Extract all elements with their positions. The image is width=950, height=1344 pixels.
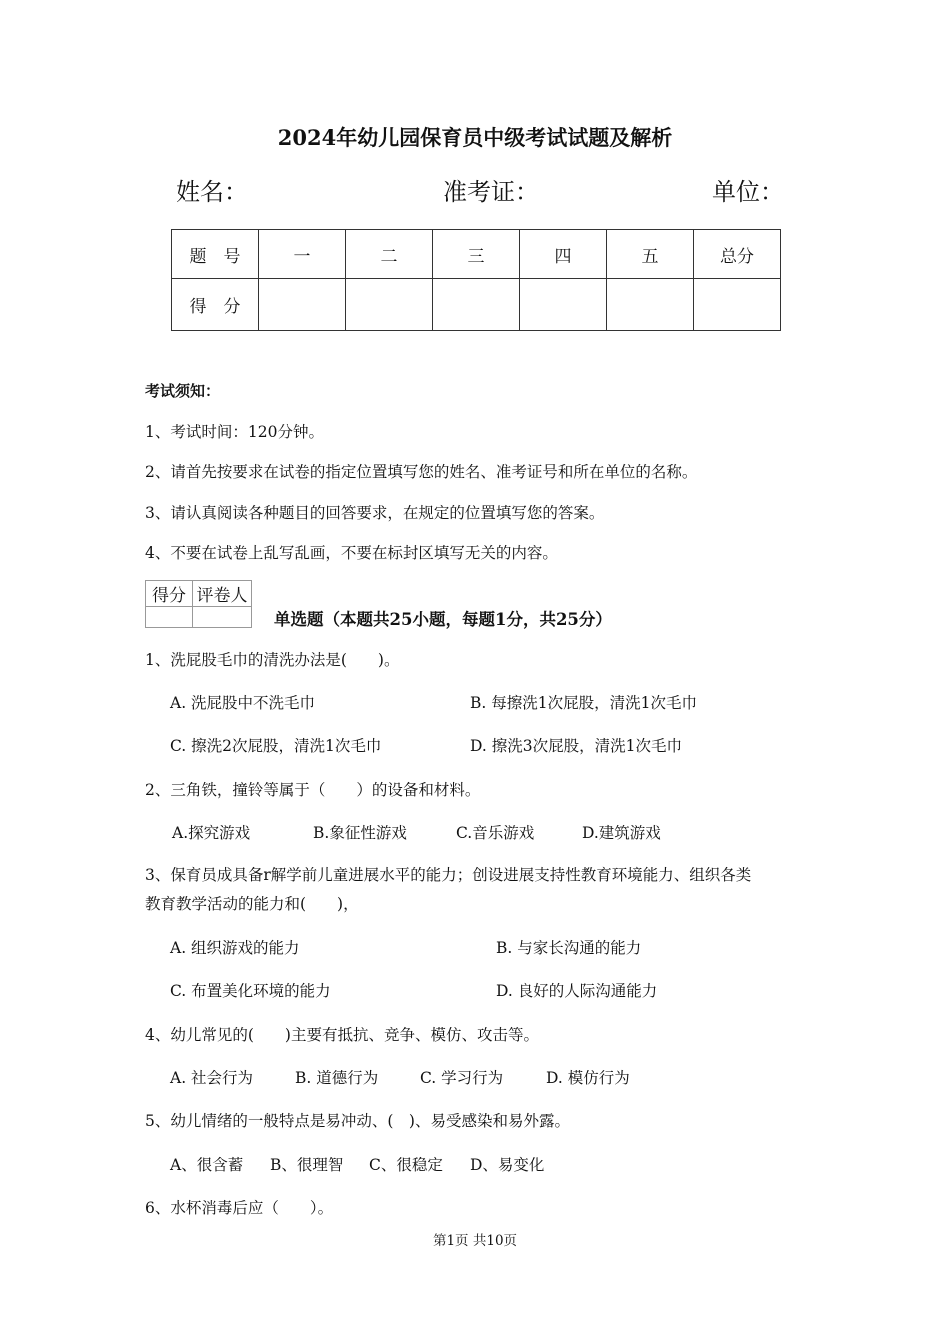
option-b[interactable]: B. 每擦洗1次屁股，清洗1次毛巾: [470, 694, 697, 712]
score-cell[interactable]: [346, 279, 433, 331]
option-a[interactable]: A、很含蓄: [170, 1156, 244, 1174]
option-a[interactable]: A. 社会行为: [170, 1069, 254, 1087]
score-cell[interactable]: [433, 279, 520, 331]
option-d[interactable]: D、易变化: [470, 1156, 545, 1174]
question-stem: 4、幼儿常见的( )主要有抵抗、竞争、模仿、攻击等。: [145, 1026, 539, 1044]
option-a[interactable]: A.探究游戏: [172, 824, 251, 842]
score-table: [171, 229, 781, 331]
score-row-label: 得 分: [172, 279, 259, 331]
score-table-header-cell: 四: [520, 230, 607, 279]
score-table-header-cell: 三: [433, 230, 520, 279]
option-c[interactable]: C、很稳定: [369, 1156, 443, 1174]
exam-id-label: 准考证：: [443, 178, 539, 206]
option-c[interactable]: C. 布置美化环境的能力: [170, 982, 331, 1000]
question-stem: 3、保育员成具备r解学前儿童进展水平的能力；创设进展支持性教育环境能力、组织各类: [145, 866, 752, 884]
notice-item: 1、考试时间：120分钟。: [145, 423, 324, 441]
score-table-header-cell: 题 号: [172, 230, 259, 279]
grader-score-label: 得分: [146, 581, 193, 607]
score-cell[interactable]: [694, 279, 781, 331]
option-d[interactable]: D. 擦洗3次屁股，清洗1次毛巾: [470, 737, 682, 755]
question-stem: 1、洗屁股毛巾的清洗办法是( )。: [145, 651, 400, 669]
score-table-header-cell: 一: [259, 230, 346, 279]
grader-name-cell[interactable]: [193, 607, 252, 628]
question-stem: 6、水杯消毒后应（ ）。: [145, 1199, 334, 1217]
option-b[interactable]: B.象征性游戏: [313, 824, 407, 842]
grader-name-label: 评卷人: [193, 581, 252, 607]
unit-label: 单位：: [712, 178, 784, 206]
option-d[interactable]: D. 良好的人际沟通能力: [496, 982, 658, 1000]
grader-box: [145, 580, 252, 628]
score-cell[interactable]: [607, 279, 694, 331]
question-stem-continued: 教育教学活动的能力和( )，: [145, 895, 359, 913]
notice-title: 考试须知：: [145, 382, 221, 400]
document-title: 2024年幼儿园保育员中级考试试题及解析: [277, 125, 673, 150]
option-b[interactable]: B、很理智: [270, 1156, 344, 1174]
option-c[interactable]: C. 学习行为: [420, 1069, 504, 1087]
option-b[interactable]: B. 道德行为: [295, 1069, 379, 1087]
score-table-header-cell: 二: [346, 230, 433, 279]
score-cell[interactable]: [259, 279, 346, 331]
notice-item: 3、请认真阅读各种题目的回答要求，在规定的位置填写您的答案。: [145, 504, 605, 522]
score-table-header-cell: 五: [607, 230, 694, 279]
name-label: 姓名：: [176, 178, 248, 206]
option-d[interactable]: D.建筑游戏: [582, 824, 661, 842]
option-c[interactable]: C. 擦洗2次屁股，清洗1次毛巾: [170, 737, 382, 755]
grader-score-cell[interactable]: [146, 607, 193, 628]
section-title: 单选题（本题共25小题，每题1分，共25分）: [274, 610, 612, 629]
option-a[interactable]: A. 组织游戏的能力: [170, 939, 300, 957]
question-stem: 2、三角铁，撞铃等属于（ ）的设备和材料。: [145, 781, 481, 799]
notice-item: 2、请首先按要求在试卷的指定位置填写您的姓名、准考证号和所在单位的名称。: [145, 463, 698, 481]
option-a[interactable]: A. 洗屁股中不洗毛巾: [170, 694, 316, 712]
option-c[interactable]: C.音乐游戏: [456, 824, 535, 842]
option-d[interactable]: D. 模仿行为: [546, 1069, 630, 1087]
score-table-header-cell: 总分: [694, 230, 781, 279]
score-cell[interactable]: [520, 279, 607, 331]
page-footer: 第1页 共10页: [432, 1233, 518, 1249]
option-b[interactable]: B. 与家长沟通的能力: [496, 939, 642, 957]
question-stem: 5、幼儿情绪的一般特点是易冲动、( )、易受感染和易外露。: [145, 1112, 570, 1130]
notice-item: 4、不要在试卷上乱写乱画，不要在标封区填写无关的内容。: [145, 544, 558, 562]
